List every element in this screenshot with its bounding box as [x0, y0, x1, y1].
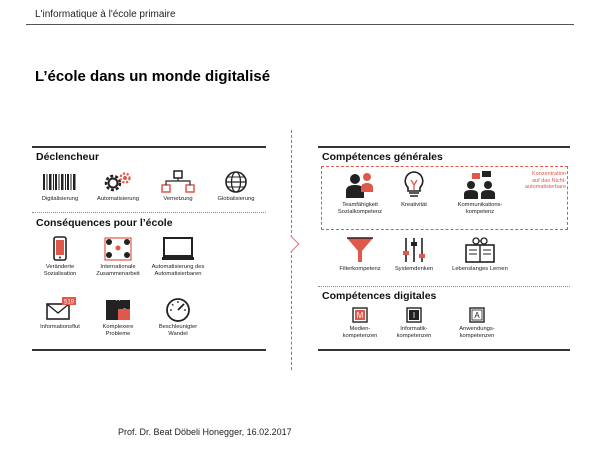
item-label: Vernetzung	[163, 196, 193, 202]
declencheur-rule	[32, 146, 266, 148]
footer-author: Prof. Dr. Beat Döbeli Honegger, 16.02.2017	[118, 427, 292, 437]
generales-title: Compétences générales	[322, 151, 443, 163]
puzzle-icon	[100, 296, 136, 322]
item-label: Kreativität	[401, 202, 427, 208]
mail-badge: 519	[63, 299, 75, 306]
application-letter: A	[474, 311, 480, 321]
item-label: Digitalisierung	[41, 196, 79, 202]
monitor-icon	[160, 236, 196, 262]
separator-upper	[291, 130, 292, 238]
item-lernen	[440, 236, 520, 273]
item-kommunikation	[440, 170, 520, 216]
item-wandel	[138, 296, 218, 338]
sliders-icon	[396, 236, 432, 264]
left-bottom-rule	[32, 349, 266, 351]
item-label: Automatisierung	[97, 196, 139, 202]
item-label: Globalisierung	[217, 196, 255, 202]
item-label: Beschleunigter Wandel	[158, 324, 198, 337]
consequences-rule	[32, 212, 266, 213]
item-label: Internationale Zusammenarbeit	[96, 264, 140, 277]
item-automatisierbar	[138, 236, 218, 278]
team-icon	[342, 170, 378, 200]
media-letter: M	[356, 311, 364, 321]
application-icon	[459, 306, 495, 324]
item-globalisierung	[196, 170, 276, 203]
barcode-icon	[42, 170, 78, 194]
item-label: Kommunikations- kompetenz	[457, 202, 503, 215]
informatics-letter: I	[412, 311, 416, 321]
collaboration-icon	[100, 236, 136, 262]
item-label: Teamfähigkeit Sozialkompetenz	[337, 202, 383, 215]
item-anwendungskompetenzen	[437, 306, 517, 340]
item-label: Anwendungs- kompetenzen	[459, 326, 495, 339]
item-label: Informatik- kompetenzen	[396, 326, 432, 339]
item-label: Komplexere Probleme	[102, 324, 134, 337]
item-label: Informationsflut	[40, 324, 80, 330]
focus-note: Konzentration auf das Nicht- automatisierbare	[525, 171, 566, 190]
separator-lower	[291, 250, 292, 370]
communication-icon	[462, 170, 498, 200]
item-label: Filterkompetenz	[339, 266, 381, 272]
speedometer-icon	[160, 296, 196, 322]
gears-icon	[100, 170, 136, 194]
lightbulb-icon	[396, 170, 432, 200]
header-divider	[26, 24, 574, 25]
funnel-icon	[342, 236, 378, 264]
media-icon	[342, 306, 378, 324]
digitales-title: Compétences digitales	[322, 290, 437, 302]
smartphone-icon	[42, 236, 78, 262]
slide-title: L’école dans un monde digitalisé	[35, 68, 271, 85]
consequences-title: Conséquences pour l’école	[36, 217, 173, 229]
declencheur-title: Déclencheur	[36, 151, 100, 163]
informatics-icon	[396, 306, 432, 324]
mail-icon	[42, 296, 78, 322]
right-bottom-rule	[318, 349, 570, 351]
item-label: Medien- kompetenzen	[342, 326, 378, 339]
generales-rule	[318, 146, 570, 148]
network-icon	[160, 170, 196, 194]
header-title: L'informatique à l'école primaire	[35, 9, 176, 20]
digitales-rule	[318, 286, 570, 287]
item-label: Veränderte Sozialisation	[43, 264, 77, 277]
item-label: Systemdenken	[394, 266, 434, 272]
item-label: Automatisierung des Automatisierbaren	[151, 264, 205, 277]
separator-arrow	[283, 236, 300, 253]
globe-icon	[218, 170, 254, 194]
item-label: Lebenslanges Lernen	[452, 266, 508, 272]
books-icon	[462, 236, 498, 264]
